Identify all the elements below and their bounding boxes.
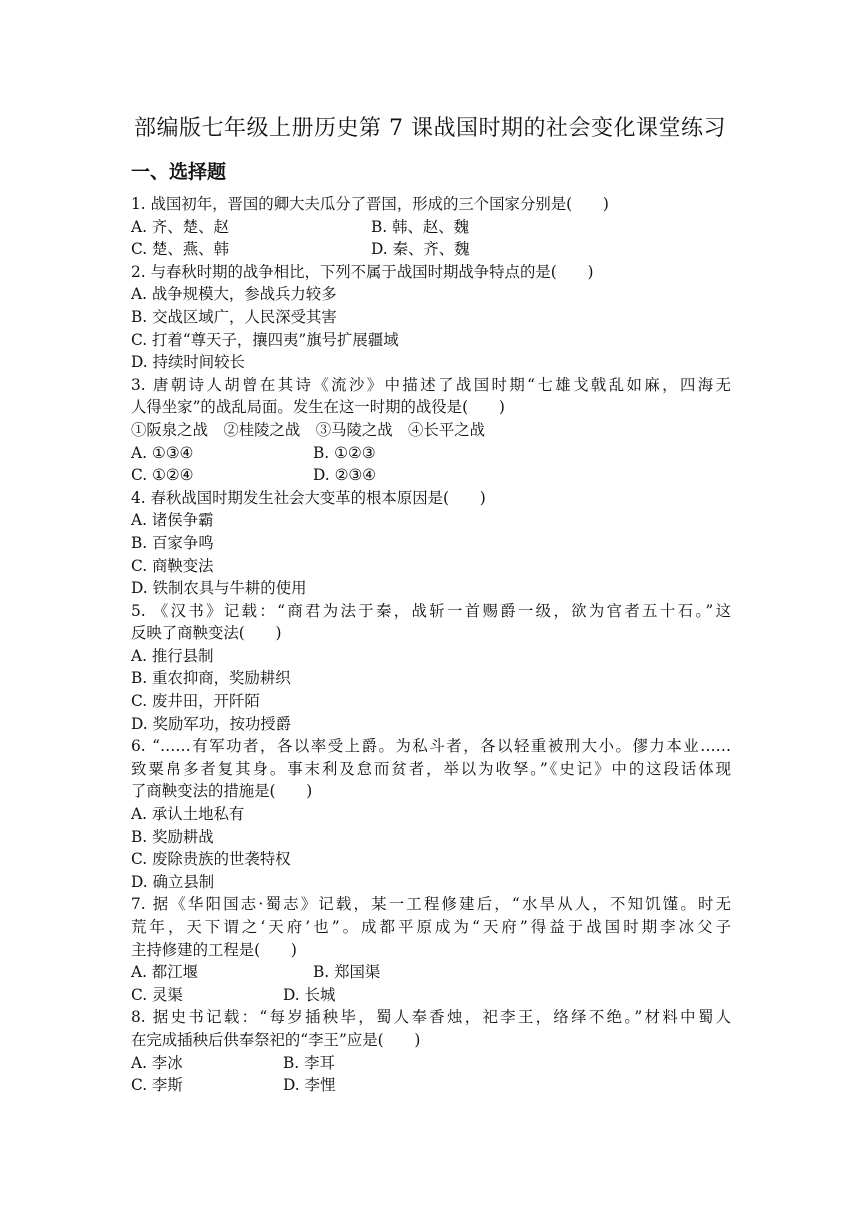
option-b: B. 郑国渠	[313, 963, 381, 982]
option-d: D. 长城	[283, 985, 336, 1004]
option-b: B. 重农抑商，奖励耕织	[131, 669, 291, 688]
question-stem: 人得坐家”的战乱局面。发生在这一时期的战役是( )	[131, 398, 505, 417]
option-c: C. 打着“尊天子，攘四夷”旗号扩展疆域	[131, 330, 399, 349]
question-stem: 5. 《汉书》记载：“商君为法于秦，战斩一首赐爵一级，欲为官者五十石。”这	[131, 601, 731, 620]
option-b: B. 李耳	[283, 1053, 335, 1072]
question-6	[131, 735, 731, 893]
option-a: A. 都江堰	[131, 963, 199, 982]
question-8	[131, 1006, 731, 1096]
question-stem: 6. “……有军功者，各以率受上爵。为私斗者，各以轻重被刑大小。僇力本业……	[131, 737, 731, 756]
question-stem: 7. 据《华阳国志·蜀志》记载，某一工程修建后，“水旱从人，不知饥馑。时无	[131, 895, 731, 914]
question-stem: 4. 春秋战国时期发生社会大变革的根本原因是( )	[131, 488, 486, 507]
option-a: A. 战争规模大，参战兵力较多	[131, 285, 337, 304]
option-c: C. 李斯	[131, 1076, 183, 1095]
option-d: D. 持续时间较长	[131, 353, 245, 372]
question-7	[131, 893, 731, 1006]
option-b: B. ①②③	[313, 443, 376, 462]
question-list	[131, 193, 731, 1097]
option-b: B. 百家争鸣	[131, 533, 214, 552]
option-b: B. 交战区域广，人民深受其害	[131, 307, 337, 326]
option-a: A. 诸侯争霸	[131, 511, 214, 530]
question-stem: 在完成插秧后供奉祭祀的“李王”应是( )	[131, 1030, 421, 1049]
question-stem: 8. 据史书记载：“每岁插秧毕，蜀人奉香烛，祀李王，络绎不绝。”材料中蜀人	[131, 1008, 731, 1027]
option-c: C. ①②④	[131, 466, 194, 485]
option-d: D. 铁制农具与牛耕的使用	[131, 579, 307, 598]
question-stem: 1. 战国初年，晋国的卿大夫瓜分了晋国，形成的三个国家分别是( )	[131, 195, 609, 213]
option-c: C. 废除贵族的世袭特权	[131, 850, 291, 869]
question-stem: 反映了商鞅变法( )	[131, 624, 282, 643]
question-stem: 了商鞅变法的措施是( )	[131, 782, 313, 801]
question-stem: 主持修建的工程是( )	[131, 940, 297, 959]
option-a: A. 李冰	[131, 1053, 183, 1072]
question-items: ①阪泉之战 ②桂陵之战 ③马陵之战 ④长平之战	[131, 420, 485, 439]
option-a: A. 齐、楚、赵	[131, 217, 229, 236]
section-heading: 一、选择题	[131, 161, 227, 183]
option-c: C. 灵渠	[131, 985, 183, 1004]
question-4	[131, 487, 731, 600]
option-c: C. 商鞅变法	[131, 556, 214, 575]
question-stem: 致粟帛多者复其身。事末利及怠而贫者，举以为收孥。”《史记》中的这段话体现	[131, 759, 731, 778]
question-3	[131, 374, 731, 487]
option-d: D. 秦、齐、魏	[371, 240, 470, 259]
question-1	[131, 193, 731, 261]
option-a: A. ①③④	[131, 443, 194, 462]
question-2	[131, 261, 731, 374]
option-d: D. ②③④	[313, 466, 376, 485]
option-a: A. 推行县制	[131, 646, 214, 665]
option-d: D. 奖励军功，按功授爵	[131, 714, 292, 733]
option-a: A. 承认土地私有	[131, 805, 245, 824]
page-title: 部编版七年级上册历史第 7 课战国时期的社会变化课堂练习	[134, 116, 726, 141]
option-c: C. 楚、燕、韩	[131, 240, 229, 259]
option-b: B. 奖励耕战	[131, 827, 214, 846]
question-5	[131, 600, 731, 736]
question-stem: 荒年，天下谓之‘天府’也”。成都平原成为“天府”得益于战国时期李冰父子	[131, 918, 731, 936]
option-d: D. 李悝	[283, 1076, 336, 1095]
option-d: D. 确立县制	[131, 872, 215, 891]
question-stem: 3. 唐朝诗人胡曾在其诗《流沙》中描述了战国时期“七雄戈戟乱如麻，四海无	[131, 375, 731, 394]
option-b: B. 韩、赵、魏	[371, 217, 470, 236]
question-stem: 2. 与春秋时期的战争相比，下列不属于战国时期战争特点的是( )	[131, 262, 594, 281]
option-c: C. 废井田，开阡陌	[131, 692, 260, 711]
